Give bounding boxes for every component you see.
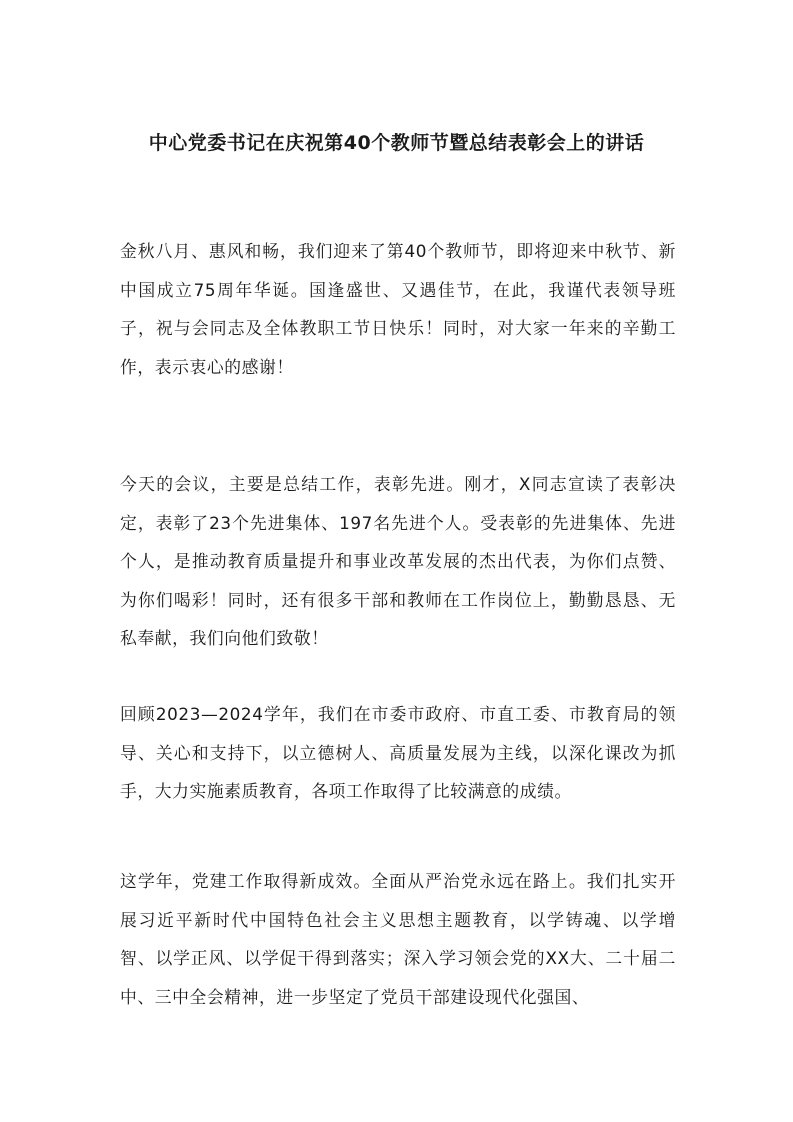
document-title: 中心党委书记在庆祝第40个教师节暨总结表彰会上的讲话 — [148, 132, 645, 154]
paragraph-meeting-purpose: 今天的会议，主要是总结工作，表彰先进。刚才，X同志宣读了表彰决定，表彰了23个先进集体、197名先进个人。受表彰的先进集体、先进个人，是推动教育质量提升和事业改革发展的杰出代表，为你们点赞、为你们喝彩！同时，还有很多干部和教师在工作岗位上，勤勤恳恳、无私奉献，我们向他们致敬！ — [120, 474, 676, 648]
paragraph-party-building: 这学年，党建工作取得新成效。全面从严治党永远在路上。我们扎实开展习近平新时代中国特色社会主义思想主题教育，以学铸魂、以学增智、以学正风、以学促干得到落实；深入学习领会党的XX大、二十届二中、三中全会精神，进一步坚定了党员干部建设现代化强国、 — [120, 871, 676, 1007]
paragraph-review: 回顾2023—2024学年，我们在市委市政府、市直工委、市教育局的领导、关心和支持下，以立德树人、高质量发展为主线，以深化课改为抓手，大力实施素质教育，各项工作取得了比较满意的成绩。 — [120, 704, 676, 801]
paragraph-opening: 金秋八月、惠风和畅，我们迎来了第40个教师节，即将迎来中秋节、新中国成立75周年华诞。国逢盛世、又遇佳节，在此，我谨代表领导班子，祝与会同志及全体教职工节日快乐！同时，对大家一年来的辛勤工作，表示衷心的感谢！ — [120, 241, 676, 377]
